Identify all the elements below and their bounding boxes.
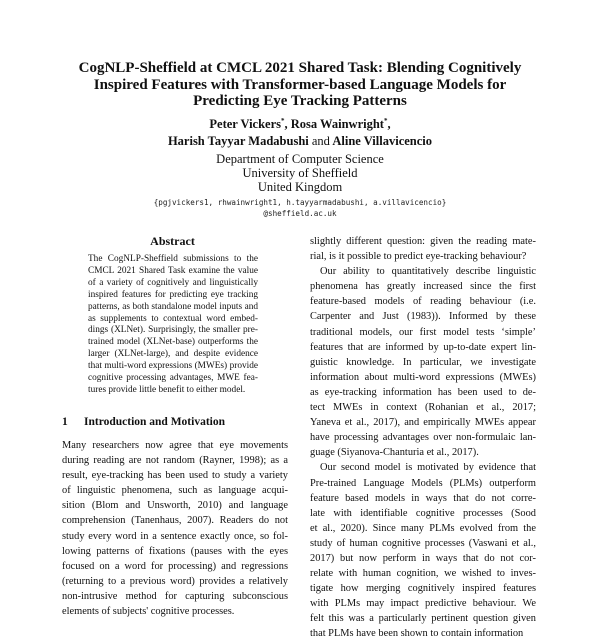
body-line: non-intrusive method for capturing subconscious bbox=[62, 590, 288, 602]
abstract-line: CMCL 2021 Shared Task examine the value bbox=[88, 265, 258, 276]
abstract-body bbox=[88, 254, 258, 397]
author-name: Rosa Wainwright bbox=[290, 117, 384, 132]
intro-paragraph bbox=[62, 438, 288, 619]
abstract-line: The CogNLP-Sheffield submissions to the bbox=[88, 254, 258, 264]
body-line: tect MWEs in context (Rohanian et al., 2017; bbox=[310, 402, 536, 414]
body-line: Many researchers now agree that eye movements bbox=[62, 440, 288, 451]
author-block bbox=[100, 113, 500, 149]
body-line: sition (Blom and Unsworth, 2010) and language bbox=[62, 500, 288, 512]
abstract-line: inspired features for predicting eye tracking bbox=[88, 289, 258, 300]
body-line: traditional models, our first model tests ‘simple’ bbox=[310, 326, 536, 338]
body-line: have processing advantages over non-formulaic lan- bbox=[310, 432, 536, 444]
body-line: relate with human cognition, we wished to inves- bbox=[310, 568, 536, 580]
paper-title bbox=[60, 60, 540, 110]
affiliation bbox=[150, 152, 450, 194]
author-conjunction: and bbox=[311, 133, 330, 148]
body-line: lowing patterns of fixations (pauses with the eyes bbox=[62, 545, 288, 557]
author-name: Aline Villavicencio bbox=[332, 133, 433, 148]
body-line: et al., 2020). Since many PLMs evolved from the bbox=[310, 522, 536, 534]
abstract-line: that multi-word expressions (MWEs) provide bbox=[88, 361, 258, 372]
email-line: {pgjvickers1, rhwainwright1, h.tayyarmadabushi, a.villavicencio} bbox=[153, 198, 447, 207]
affiliation-line: University of Sheffield bbox=[242, 166, 358, 180]
author-name: Harish Tayyar Madabushi bbox=[167, 133, 309, 148]
section-title: Introduction and Motivation bbox=[84, 416, 226, 428]
abstract-line: dings (XLNet). Surprisingly, the smaller pre- bbox=[88, 325, 258, 336]
email-line: @sheffield.ac.uk bbox=[263, 209, 337, 218]
body-line: study every word in a sentence exactly once, so fol- bbox=[62, 530, 288, 542]
body-line: Our second model is motivated by evidence that bbox=[320, 462, 536, 474]
title-line: Predicting Eye Tracking Patterns bbox=[193, 93, 407, 109]
right-column bbox=[310, 234, 536, 642]
body-line: 2017) but now perform in ways that do not cor- bbox=[310, 552, 536, 564]
abstract-line: tures provide little benefit to either model. bbox=[88, 384, 246, 395]
author-name: Peter Vickers bbox=[209, 117, 282, 132]
email-block bbox=[90, 197, 510, 219]
abstract-line: patterns, as both standalone model inputs and bbox=[88, 301, 258, 312]
affiliation-line: United Kingdom bbox=[257, 180, 343, 194]
body-line: during reading are not random (Rayner, 1998); as a bbox=[62, 455, 288, 467]
body-line: late with identifiable cognitive processes (Sood bbox=[310, 507, 536, 519]
body-line: felt this was a particularly pertinent question given bbox=[310, 613, 536, 625]
author-separator: , bbox=[387, 117, 391, 132]
body-line: elements of subjects' cognitive processes. bbox=[62, 606, 235, 618]
body-line: feature based models in ways that do not corre- bbox=[310, 492, 536, 504]
abstract-line: cognitive processing advantages, MWE fea- bbox=[88, 373, 258, 384]
body-line: as eye-tracking information has been used to de- bbox=[310, 386, 536, 398]
abstract-line: as supplements to contextual word embed- bbox=[88, 313, 258, 324]
body-line: slightly different question: given the reading mate- bbox=[310, 236, 536, 247]
body-line: Our ability to quantitatively describe linguistic bbox=[320, 266, 536, 278]
body-line: tigate how merging cognitively inspired features bbox=[310, 583, 536, 595]
body-line: Carpenter and Just (1983)). Informed by these bbox=[310, 311, 536, 323]
author-line-2 bbox=[100, 133, 500, 150]
abstract-line: trained model (XLNet-base) outperforms the bbox=[88, 337, 258, 348]
body-line: Pre-trained Language Models (PLMs) outperform bbox=[310, 477, 536, 489]
body-line: rial, is it possible to predict eye-tracking behaviour? bbox=[310, 251, 527, 263]
author-separator: , bbox=[284, 117, 288, 132]
body-line: with PLMs may impact predictive behaviour. We bbox=[310, 598, 536, 610]
section-heading bbox=[62, 416, 292, 428]
body-line: of linguistic phenomena, such as language acqui- bbox=[62, 485, 288, 497]
body-line: features that are informed by up-to-date expert lin- bbox=[310, 341, 536, 353]
abstract-line: of a variety of cognitively and linguistically bbox=[88, 277, 258, 288]
author-mark: * bbox=[383, 117, 388, 125]
title-line: CogNLP-Sheffield at CMCL 2021 Shared Task: Blending Cognitively bbox=[78, 60, 522, 76]
abstract-heading: Abstract bbox=[150, 234, 195, 248]
body-line: Yaneva et al., 2017), and empirically MWEs appear bbox=[310, 417, 536, 429]
section-number: 1 bbox=[62, 416, 68, 428]
abstract-line: larger (XLNet-large), and despite evidence bbox=[88, 349, 258, 360]
body-line: phenomena has greatly increased since the first bbox=[310, 281, 536, 293]
body-line: feature-based models of reading behaviour (i.e. bbox=[310, 296, 536, 308]
title-line: Inspired Features with Transformer-based Language Models for bbox=[93, 76, 507, 93]
author-line-1 bbox=[100, 113, 500, 133]
body-line: information about multi-word expressions (MWEs) bbox=[310, 371, 536, 383]
body-line: result, eye-tracking has been used to study a variety bbox=[62, 470, 288, 482]
body-line: (returning to a previous word) provides a relatively bbox=[62, 575, 288, 587]
affiliation-line: Department of Computer Science bbox=[216, 152, 384, 166]
body-line: guistic knowledge. In particular, we investigate bbox=[310, 356, 536, 368]
body-line: study of human cognitive processes (Vaswani et al., bbox=[310, 537, 536, 549]
body-line: focused on a word for processing) and regressions bbox=[62, 560, 288, 572]
body-line: comprehension (Tanenhaus, 2007). Readers do not bbox=[62, 515, 288, 527]
body-line: that PLMs have been shown to contain information bbox=[310, 628, 524, 640]
body-line: guage (Siyanova-Chanturia et al., 2017). bbox=[310, 447, 479, 459]
author-mark: * bbox=[281, 117, 285, 125]
